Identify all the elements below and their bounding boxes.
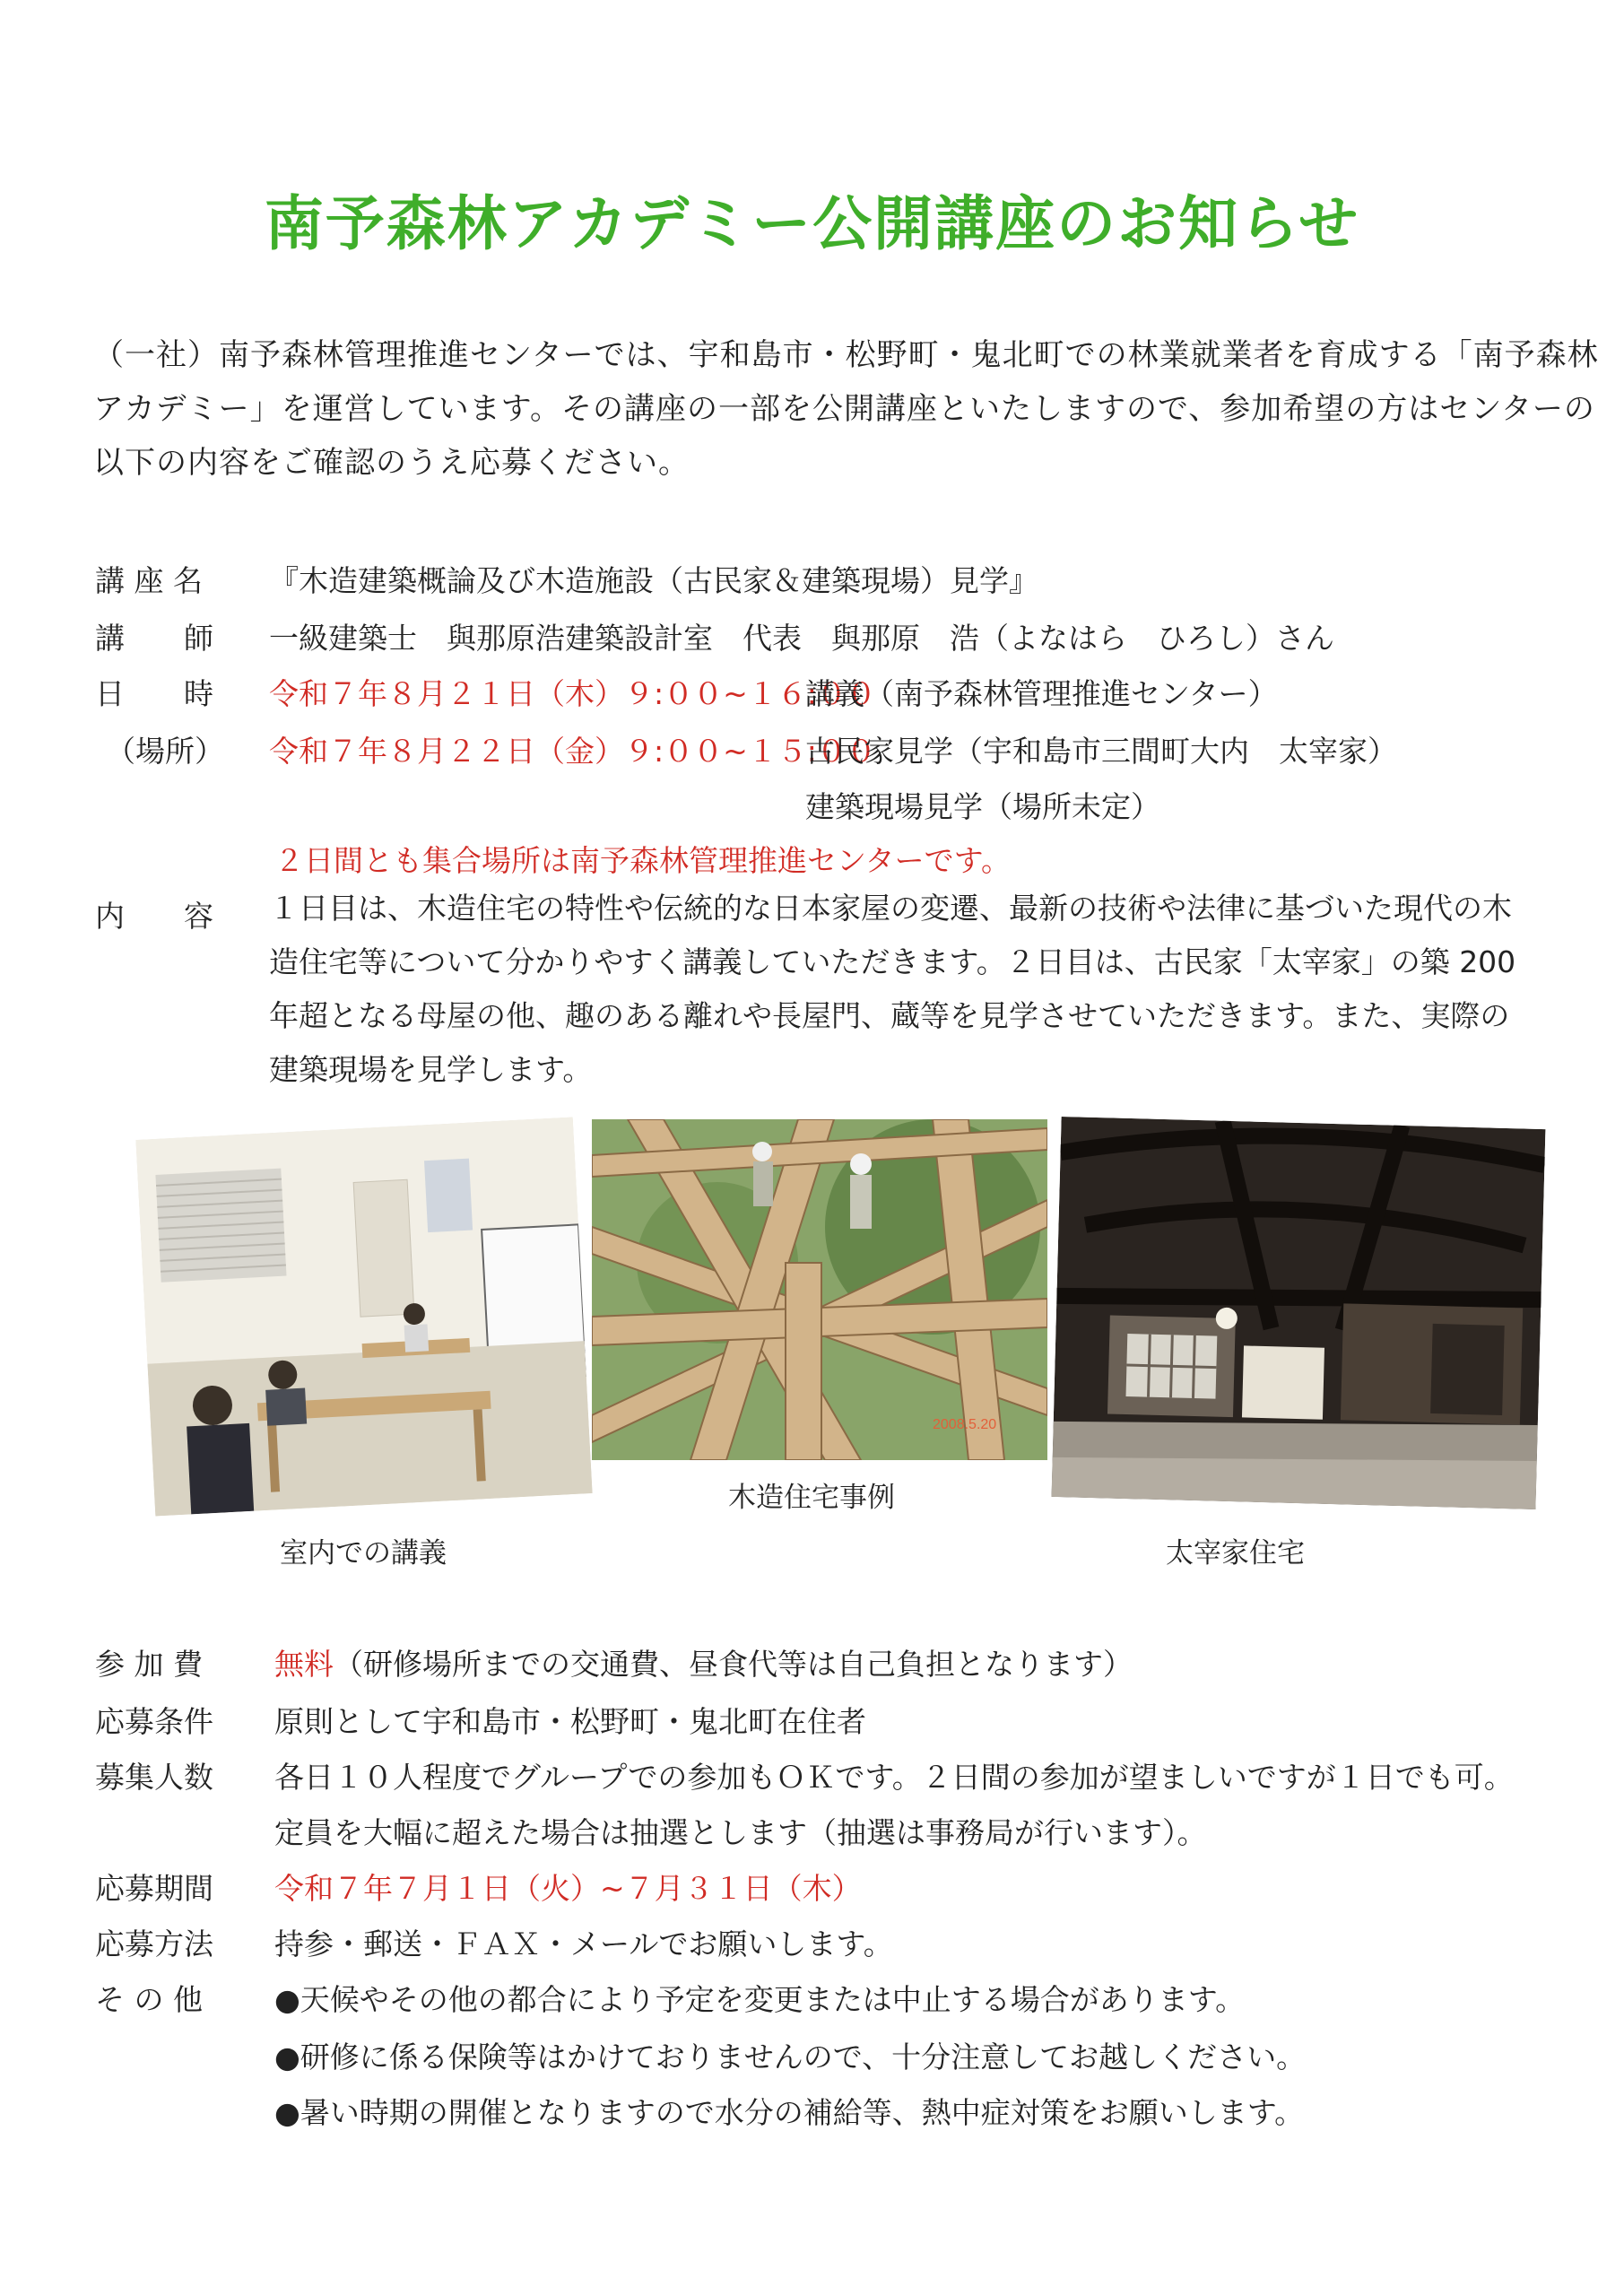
other-item: ●研修に係る保険等はかけておりませんので、十分注意してお越しください。 bbox=[274, 2039, 1307, 2074]
fee-label: 参 加 費 bbox=[95, 1647, 203, 1682]
intro-line: （一社）南予森林管理推進センターでは、宇和島市・松野町・鬼北町での林業就業者を育成する「南予森林 bbox=[93, 337, 1599, 373]
photo-lecture-room-image bbox=[135, 1118, 592, 1517]
photo-date-stamp: 2008.5.20 bbox=[933, 1417, 997, 1432]
fee-free: 無料 bbox=[274, 1647, 334, 1682]
day2-desc2: 建築現場見学（場所未定） bbox=[805, 789, 1160, 824]
page-title: 南予森林アカデミー公開講座のお知らせ bbox=[264, 189, 1360, 258]
place-label: （場所） bbox=[106, 734, 224, 769]
course-name-value: 『木造建築概論及び木造施設（古民家＆建築現場）見学』 bbox=[269, 563, 1038, 598]
caption-wood-house: 木造住宅事例 bbox=[728, 1482, 895, 1514]
photo-wood-framing-image bbox=[592, 1119, 1047, 1460]
day2-date: 令和７年８月２２日（金）９:００~１５:００ bbox=[269, 734, 876, 769]
condition-label: 応募条件 bbox=[95, 1704, 213, 1739]
photo-dazai-house-image bbox=[1052, 1117, 1546, 1509]
intro-line: アカデミー」を運営しています。その講座の一部を公開講座といたしますので、参加希望の方はセンターの bbox=[93, 391, 1595, 427]
condition-value: 原則として宇和島市・松野町・鬼北町在住者 bbox=[274, 1704, 866, 1739]
content-text bbox=[269, 882, 1515, 1097]
intro-paragraph bbox=[93, 328, 1599, 490]
intro-line: 以下の内容をご確認のうえ応募ください。 bbox=[93, 445, 690, 481]
photo-wood-framing bbox=[592, 1119, 1047, 1460]
other-label: そ の 他 bbox=[95, 1982, 203, 2017]
date-label: 日 時 bbox=[95, 676, 213, 711]
method-value: 持参・郵送・ＦＡＸ・メールでお願いします。 bbox=[274, 1926, 893, 1961]
lecturer-value: 一級建築士 與那原浩建築設計室 代表 與那原 浩（よなはら ひろし）さん bbox=[269, 621, 1334, 656]
capacity-label: 募集人数 bbox=[95, 1760, 213, 1795]
meeting-note: ２日間とも集合場所は南予森林管理推進センターです。 bbox=[274, 843, 1012, 878]
capacity-value: 各日１０人程度でグループでの参加もＯＫです。２日間の参加が望ましいですが１日でも可。 bbox=[274, 1760, 1514, 1795]
content-line: 年超となる母屋の他、趣のある離れや長屋門、蔵等を見学させていただきます。また、実際の bbox=[269, 998, 1510, 1033]
fee-value bbox=[274, 1641, 1133, 1683]
lecturer-label: 講 師 bbox=[95, 621, 213, 656]
photo-lecture-room bbox=[135, 1118, 592, 1517]
period-label: 応募期間 bbox=[95, 1871, 213, 1906]
other-item: ●天候やその他の都合により予定を変更または中止する場合があります。 bbox=[274, 1982, 1246, 2017]
other-item: ●暑い時期の開催となりますので水分の補給等、熱中症対策をお願いします。 bbox=[274, 2095, 1305, 2130]
period-value: 令和７年７月１日（火）~７月３１日（木） bbox=[274, 1871, 862, 1906]
caption-dazai: 太宰家住宅 bbox=[1166, 1537, 1305, 1570]
content-line: 建築現場を見学します。 bbox=[269, 1052, 593, 1087]
course-name-label: 講 座 名 bbox=[95, 563, 203, 598]
caption-lecture: 室内での講義 bbox=[280, 1537, 447, 1570]
method-label: 応募方法 bbox=[95, 1926, 213, 1961]
photo-dazai-house bbox=[1052, 1117, 1546, 1509]
fee-note: （研修場所までの交通費、昼食代等は自己負担となります） bbox=[334, 1647, 1133, 1682]
day2-desc: 古民家見学（宇和島市三間町大内 太宰家） bbox=[805, 734, 1397, 769]
capacity-value-2: 定員を大幅に超えた場合は抽選とします（抽選は事務局が行います）。 bbox=[274, 1815, 1207, 1850]
content-line: 造住宅等について分かりやすく講義していただきます。２日目は、古民家「太宰家」の築 200 bbox=[269, 944, 1516, 979]
day1-date: 令和７年８月２１日（木）９:００~１６:００ bbox=[269, 676, 876, 711]
content-line: １日目は、木造住宅の特性や伝統的な日本家屋の変遷、最新の技術や法律に基づいた現代の木 bbox=[269, 891, 1512, 926]
content-label: 内 容 bbox=[95, 899, 213, 934]
day1-desc: 講義（南予森林管理推進センター） bbox=[805, 676, 1278, 711]
